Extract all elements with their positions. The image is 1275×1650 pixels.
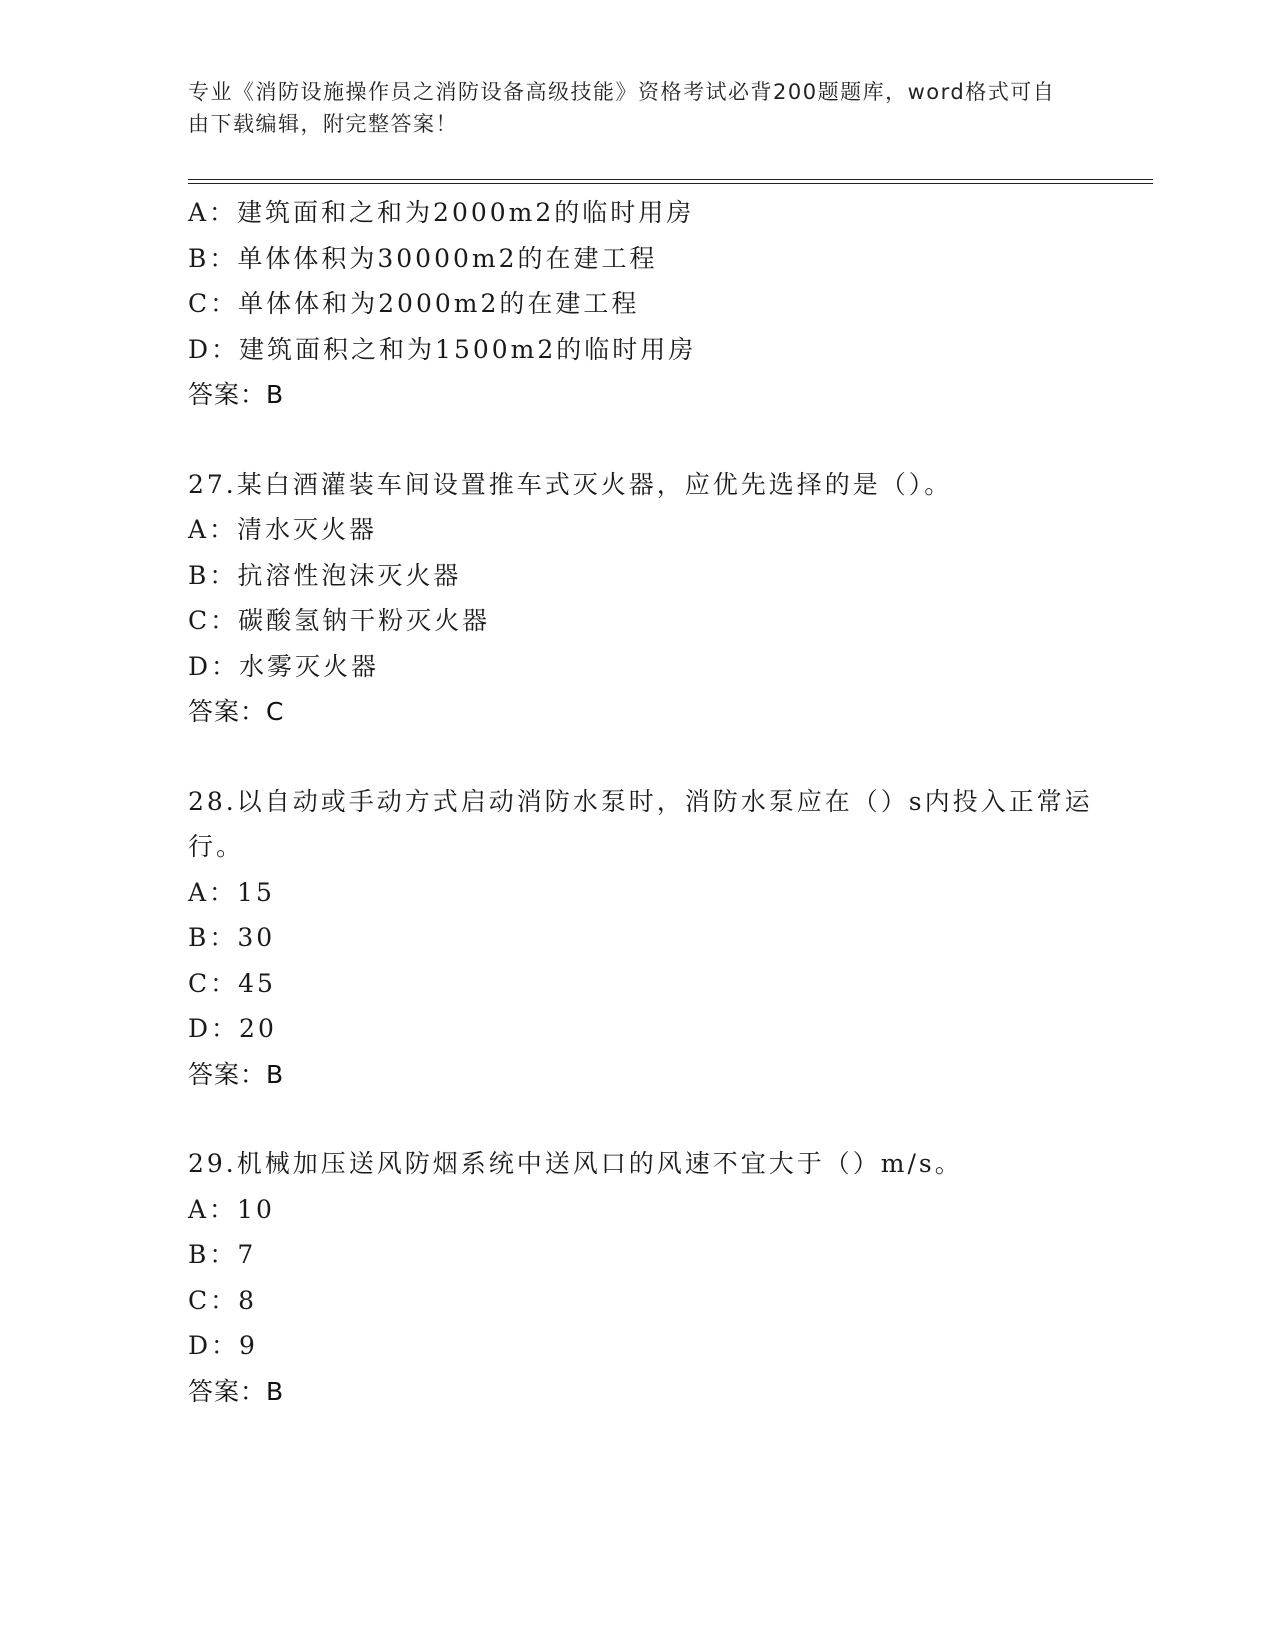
- answer-value: B: [266, 1059, 285, 1089]
- question-27: [188, 462, 1108, 735]
- q28-option-d: D：20: [188, 1014, 277, 1043]
- q26-option-d: D：建筑面积之和为1500m2的临时用房: [188, 334, 697, 364]
- q29-text: 29.机械加压送风防烟系统中送风口的风速不宜大于（）m/s。: [188, 1149, 963, 1178]
- answer-label: 答案：: [188, 380, 267, 409]
- q27-option-a: A：清水灭火器: [188, 515, 378, 544]
- question-26: [188, 190, 1108, 418]
- q26-option-c: C：单体体和为2000m2的在建工程: [188, 289, 640, 318]
- q28-option-a: A：15: [188, 877, 275, 907]
- answer-label: 答案：: [188, 1376, 267, 1406]
- q29-option-a: A：10: [188, 1194, 275, 1224]
- header-rule-bottom: [188, 183, 1153, 184]
- header-rule-top: [188, 179, 1153, 180]
- q29-option-c: C：8: [188, 1285, 258, 1315]
- q29-option-d: D：9: [188, 1331, 258, 1360]
- question-list: [188, 190, 1108, 1414]
- q27-option-c: C：碳酸氢钠干粉灭火器: [188, 606, 491, 635]
- q26-answer: [188, 372, 1108, 418]
- q28-text: 28.以自动或手动方式启动消防水泵时，消防水泵应在（）s内投入正常运行。: [188, 786, 1093, 861]
- q27-text: 27.某白酒灌装车间设置推车式灭火器，应优先选择的是（）。: [188, 469, 953, 499]
- answer-label: 答案：: [188, 697, 267, 726]
- answer-value: B: [266, 380, 285, 409]
- q28-option-c: C：45: [188, 968, 276, 998]
- answer-label: 答案：: [188, 1059, 267, 1089]
- q27-option-b: B：抗溶性泡沫灭火器: [188, 560, 462, 590]
- q26-option-b: B：单体体积为30000m2的在建工程: [188, 243, 658, 273]
- q28-answer: [188, 1052, 1108, 1098]
- q27-answer: [188, 689, 1108, 735]
- answer-value: C: [266, 697, 285, 726]
- q26-option-a: A：建筑面和之和为2000m2的临时用房: [188, 198, 695, 227]
- question-29: [188, 1141, 1108, 1414]
- q27-option-d: D：水雾灭火器: [188, 651, 380, 681]
- q29-answer: [188, 1369, 1108, 1415]
- q29-option-b: B：7: [188, 1240, 257, 1269]
- q28-option-b: B：30: [188, 923, 276, 952]
- document-header: 专业《消防设施操作员之消防设备高级技能》资格考试必背200题题库，word格式可自由下载编辑，附完整答案！: [188, 80, 1056, 136]
- question-28: [188, 779, 1108, 1098]
- answer-value: B: [266, 1376, 285, 1406]
